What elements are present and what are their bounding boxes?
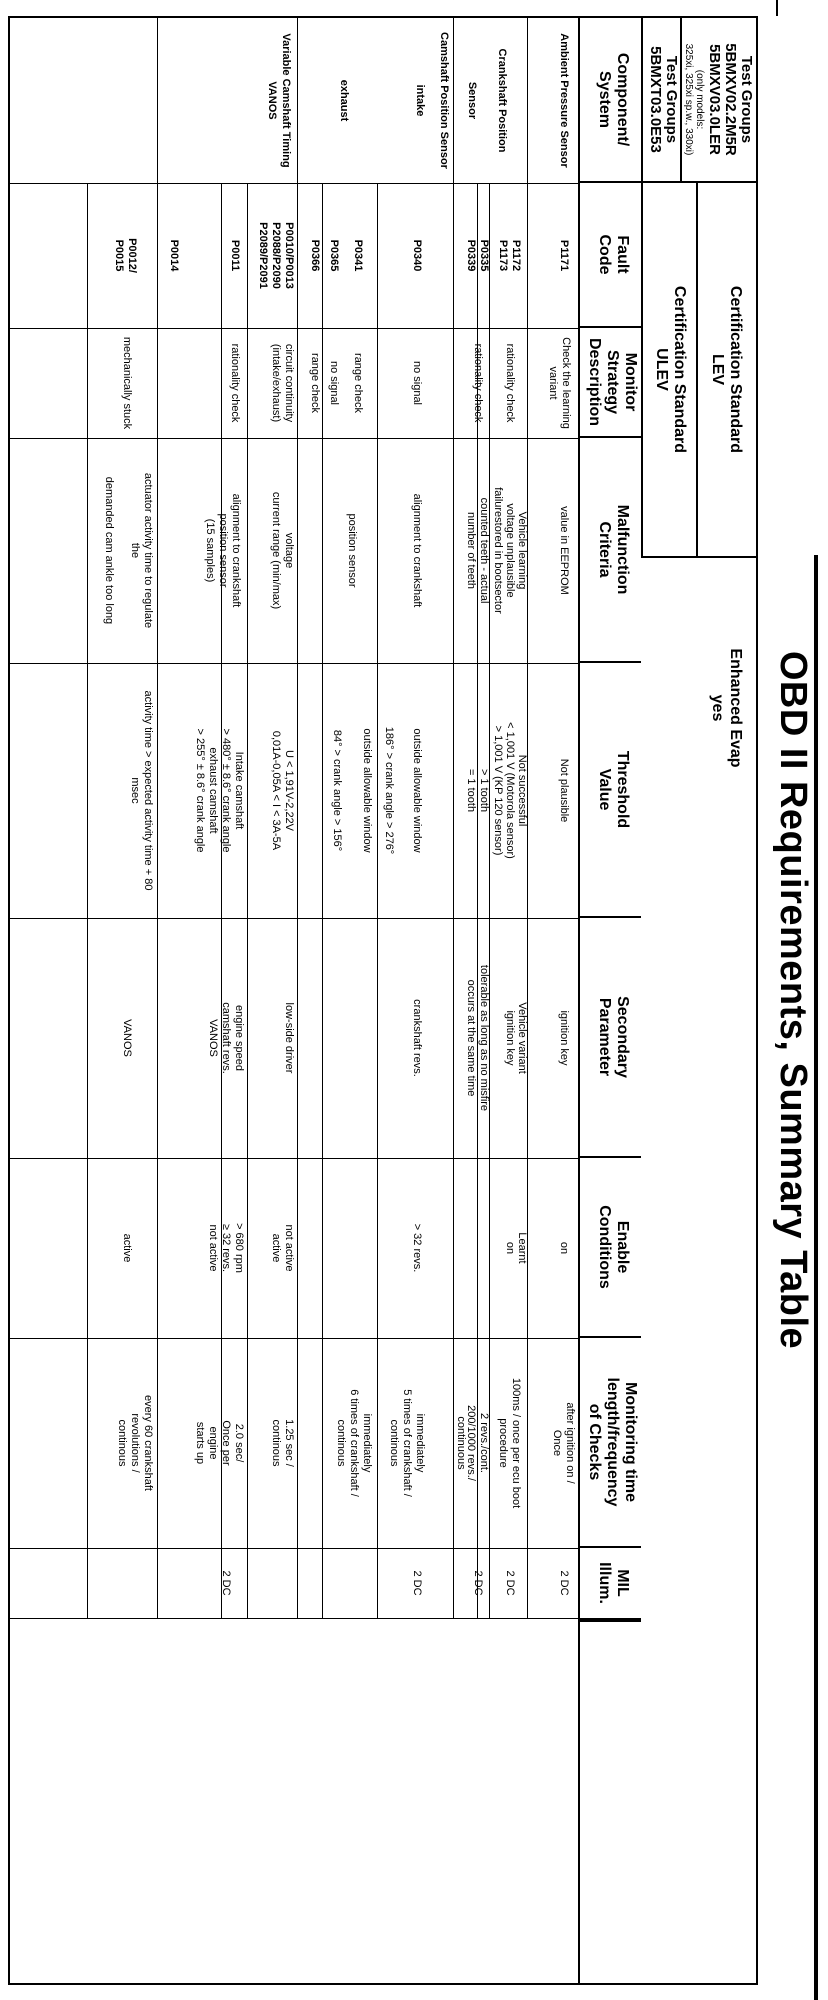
col-mil-line2: Illum.	[596, 1562, 613, 1604]
enable-text: active	[270, 1233, 282, 1263]
col-monitor-line2: Strategy	[604, 349, 621, 415]
threshold-text: msec	[129, 777, 141, 804]
strategy-text: range check	[309, 353, 321, 413]
cert-ulev-label: Certification Standard	[671, 285, 688, 454]
fault-code: P0011	[229, 239, 241, 272]
threshold-text: 84° > crank angle > 156°	[331, 729, 343, 852]
enable-text: ≥ 32 revs.	[220, 1223, 232, 1273]
component-ambient-pressure: Ambient Pressure Sensor	[558, 33, 570, 168]
criteria-text: position sensor	[346, 513, 358, 588]
test-groups-2-label: Test Groups	[663, 55, 680, 144]
secondary-text: ignition key	[504, 1010, 516, 1066]
threshold-text: U < 1,91V-2,22V	[283, 749, 295, 832]
fault-code: P2088/P2090	[270, 222, 282, 289]
component-vct: Variable Camshaft Timing	[280, 33, 292, 168]
col-component	[580, 18, 641, 183]
enhanced-evap-cell	[696, 558, 756, 1983]
strategy-text: rationality check	[472, 343, 484, 423]
enable-text: not active	[207, 1224, 219, 1272]
threshold-text: > 1,001 V (KP 120 sensor)	[492, 725, 504, 856]
component-crankshaft-line1: Crankshaft Position	[496, 48, 508, 153]
threshold-text: Not plausible	[558, 758, 570, 823]
monitoring-text: 6 times of crankshaft /	[348, 1389, 360, 1497]
col-monitor-strategy	[580, 328, 641, 438]
table-body	[8, 16, 578, 1985]
fault-code: P0341	[352, 239, 364, 272]
col-threshold	[580, 663, 641, 918]
monitoring-text: Once	[551, 1429, 563, 1457]
mil-text: 2 DC	[472, 1570, 484, 1596]
col-malfunction	[580, 438, 641, 663]
table-header	[578, 16, 758, 1985]
criteria-text: counted teeth - actual	[478, 497, 490, 604]
strategy-text: (intake/exhaust)	[270, 343, 282, 423]
col-enable-line1: Enable	[614, 1220, 631, 1274]
monitoring-text: after ignition on /	[564, 1402, 576, 1484]
strategy-text: Check the learning	[560, 337, 572, 429]
monitoring-text: continous	[270, 1419, 282, 1467]
enable-text: on	[558, 1241, 570, 1255]
criteria-text: alignment to crankshaft	[230, 493, 242, 608]
secondary-text: engine speed	[233, 1004, 245, 1072]
test-groups-note-line1: (only models:	[694, 69, 705, 130]
threshold-text: exhaust camshaft	[207, 747, 219, 834]
criteria-text: alignment to crankshaft	[411, 493, 423, 608]
monitoring-text: immediately	[414, 1413, 426, 1473]
criteria-text: value in EEPROM	[558, 506, 570, 595]
col-component-line2: System	[596, 71, 613, 128]
monitoring-text: continous	[388, 1419, 400, 1467]
threshold-text: > 255° ± 8.6° crank angle	[194, 728, 206, 853]
component-crankshaft-line2: Sensor	[466, 81, 478, 120]
row-divider	[322, 183, 323, 1618]
fault-code: P0366	[309, 239, 321, 272]
fault-code: P0012/	[126, 238, 138, 273]
enable-text: > 32 revs.	[411, 1223, 423, 1273]
strategy-text: range check	[352, 353, 364, 413]
test-groups-note-line2: 325xi, 325xi sp.w., 330xi)	[683, 43, 694, 156]
monitoring-text: 100ms / once per ecu boot	[510, 1377, 522, 1509]
criteria-text: the	[129, 542, 141, 559]
col-monitoring-line1: Monitoring time	[622, 1382, 639, 1502]
row-divider	[247, 183, 248, 1618]
threshold-text: outside allowable window	[411, 728, 423, 853]
monitoring-text: engine	[207, 1426, 219, 1460]
strategy-text: mechanically stuck	[121, 336, 133, 430]
strategy-text: no signal	[328, 360, 340, 406]
criteria-text: (15 samples)	[204, 518, 216, 583]
col-threshold-line1: Threshold	[614, 750, 631, 829]
col-divider	[10, 1548, 578, 1549]
secondary-text: VANOS	[207, 1019, 219, 1057]
component-vanos: VANOS	[266, 81, 278, 120]
secondary-text: ignition key	[558, 1010, 570, 1066]
mil-text: 2 DC	[220, 1570, 232, 1596]
enhanced-evap-value: yes	[709, 694, 726, 722]
column-header-row	[580, 18, 641, 1983]
enable-text: on	[504, 1241, 516, 1255]
criteria-text: failurestored in bootsector	[492, 487, 504, 614]
strategy-text: circuit continuity	[283, 343, 295, 423]
cert-lev-value: LEV	[709, 353, 726, 386]
monitoring-text: 5 times of crankshaft /	[401, 1389, 413, 1497]
col-secondary-line2: Parameter	[596, 997, 613, 1077]
strategy-text: rationality check	[504, 343, 516, 423]
enable-text: > 680 rpm	[233, 1223, 245, 1273]
monitoring-text: continous	[335, 1419, 347, 1467]
row-divider	[297, 18, 298, 1618]
threshold-text: 186° > crank angle > 276°	[383, 726, 395, 855]
threshold-text: outside allowable window	[361, 728, 373, 853]
mil-text: 2 DC	[504, 1570, 516, 1596]
enable-text: not active	[283, 1224, 295, 1272]
fault-code: P1171	[558, 239, 570, 272]
threshold-text: > 480° ± 8.6° crank angle	[220, 728, 232, 853]
criteria-text: current range (min/max)	[270, 491, 282, 610]
threshold-text: activity time > expected activity time + 80	[142, 690, 154, 891]
test-groups-1-code-b: 5BMXV03.0LER	[706, 44, 723, 155]
enable-text: Learnt	[516, 1232, 528, 1264]
col-secondary	[580, 918, 641, 1158]
threshold-text: < 1,001 V (Motorola sensor)	[504, 722, 516, 859]
col-monitor-line3: Description	[586, 337, 603, 426]
fault-code: P0014	[168, 239, 180, 272]
monitoring-text: every 60 crankshaft	[142, 1395, 154, 1491]
header-thick-divider	[580, 1618, 641, 1622]
col-enable	[580, 1158, 641, 1338]
col-divider	[10, 1618, 578, 1619]
test-groups-2-code-a: 5BMXT03.0E53	[647, 46, 664, 153]
col-secondary-line1: Secondary	[614, 996, 631, 1078]
component-exhaust: exhaust	[338, 79, 350, 122]
col-monitoring-line2: length/frequency	[604, 1377, 621, 1507]
top-rule	[814, 555, 818, 2000]
col-enable-line2: Conditions	[596, 1205, 613, 1289]
strategy-text: no signal	[411, 360, 423, 406]
fault-code: P0010/P0013	[283, 222, 295, 289]
cert-lev-label: Certification Standard	[727, 285, 744, 454]
threshold-text: = 1 tooth	[465, 768, 477, 813]
col-monitor-line1: Monitor	[622, 352, 639, 412]
threshold-text: Not successful	[516, 754, 528, 827]
margin-rule	[776, 0, 778, 16]
fault-code: P2089/P2091	[257, 222, 269, 289]
criteria-text: actuator activity time to regulate	[142, 472, 154, 629]
criteria-text: demanded cam ankle too long	[103, 476, 115, 625]
criteria-text: Vehicle learning	[516, 511, 528, 590]
fault-code: P1172	[510, 239, 522, 272]
col-mil	[580, 1548, 641, 1618]
criteria-text: number of teeth	[465, 511, 477, 590]
monitoring-text: procedure	[497, 1418, 509, 1468]
enable-text: active	[121, 1233, 133, 1263]
monitoring-text: 200/1000 revs./	[465, 1405, 477, 1481]
fault-code: P0335	[478, 239, 490, 272]
fault-code: P0340	[411, 239, 423, 272]
threshold-text: > 1 tooth	[478, 768, 490, 813]
monitoring-text: continous	[116, 1419, 128, 1467]
monitoring-text: continuous	[455, 1416, 467, 1470]
secondary-text: low-side driver	[283, 1002, 295, 1074]
row-divider	[157, 18, 158, 1618]
test-groups-1-label: Test Groups	[738, 55, 755, 144]
col-malfunction-line2: Criteria	[596, 521, 613, 578]
col-fault-code	[580, 183, 641, 328]
mil-text: 2 DC	[411, 1570, 423, 1596]
col-component-line1: Component/	[614, 52, 631, 147]
col-monitoring	[580, 1338, 641, 1548]
secondary-text: occurs at the same time	[465, 979, 477, 1097]
row-divider	[377, 183, 378, 1618]
criteria-text: voltage unplausible	[504, 503, 516, 598]
enhanced-evap-label: Enhanced Evap	[727, 648, 744, 768]
secondary-text: crankshaft revs.	[411, 999, 423, 1077]
row-divider	[87, 183, 88, 1618]
monitoring-text: revolutions /	[129, 1413, 141, 1473]
monitoring-text: 2 revs./cont.	[478, 1413, 490, 1473]
mil-text: 2 DC	[558, 1570, 570, 1596]
secondary-text: tolerable as long as no misfire	[478, 964, 490, 1112]
fault-code: P0339	[465, 239, 477, 272]
criteria-text: position sensor	[217, 513, 229, 588]
col-fault-line1: Fault	[614, 235, 631, 274]
secondary-text: Vehicle variant	[516, 1002, 528, 1074]
test-groups-divider	[680, 18, 682, 181]
secondary-text: VANOS	[121, 1019, 133, 1057]
monitoring-text: starts up	[194, 1421, 206, 1465]
page-title: OBD II Requirements, Summary Table	[772, 650, 814, 1350]
monitoring-text: immediately	[361, 1413, 373, 1473]
secondary-text: camshaft revs.	[220, 1002, 232, 1074]
criteria-text: voltage	[283, 532, 295, 569]
col-malfunction-line1: Malfunction	[614, 504, 631, 595]
fault-code: P0015	[113, 239, 125, 272]
cert-ulev-cell	[641, 183, 696, 558]
strategy-text: variant	[547, 366, 559, 400]
monitoring-text: 2.0 sec/	[233, 1423, 245, 1463]
strategy-text: rationality check	[229, 343, 241, 423]
threshold-text: Intake camshaft	[233, 751, 245, 830]
col-mil-line1: MIL	[614, 1569, 631, 1597]
monitoring-text: 1.25 sec /	[283, 1419, 295, 1467]
col-fault-line2: Code	[596, 234, 613, 275]
monitoring-text: Once per	[220, 1420, 232, 1466]
component-camshaft: Camshaft Position Sensor	[438, 32, 450, 169]
threshold-text: 0,01A-0,05A < I < 3A-5A	[270, 730, 282, 851]
test-groups-1-cell	[641, 18, 756, 183]
cert-ulev-value: ULEV	[653, 348, 670, 391]
component-intake: intake	[414, 84, 426, 117]
col-threshold-line2: Value	[596, 768, 613, 811]
col-monitoring-line3: of Checks	[586, 1403, 603, 1481]
cert-lev-cell	[696, 183, 756, 558]
fault-code: P0365	[328, 239, 340, 272]
fault-code: P1173	[497, 239, 509, 272]
test-groups-1-code-a: 5BMXV02.2M5R	[722, 43, 739, 156]
